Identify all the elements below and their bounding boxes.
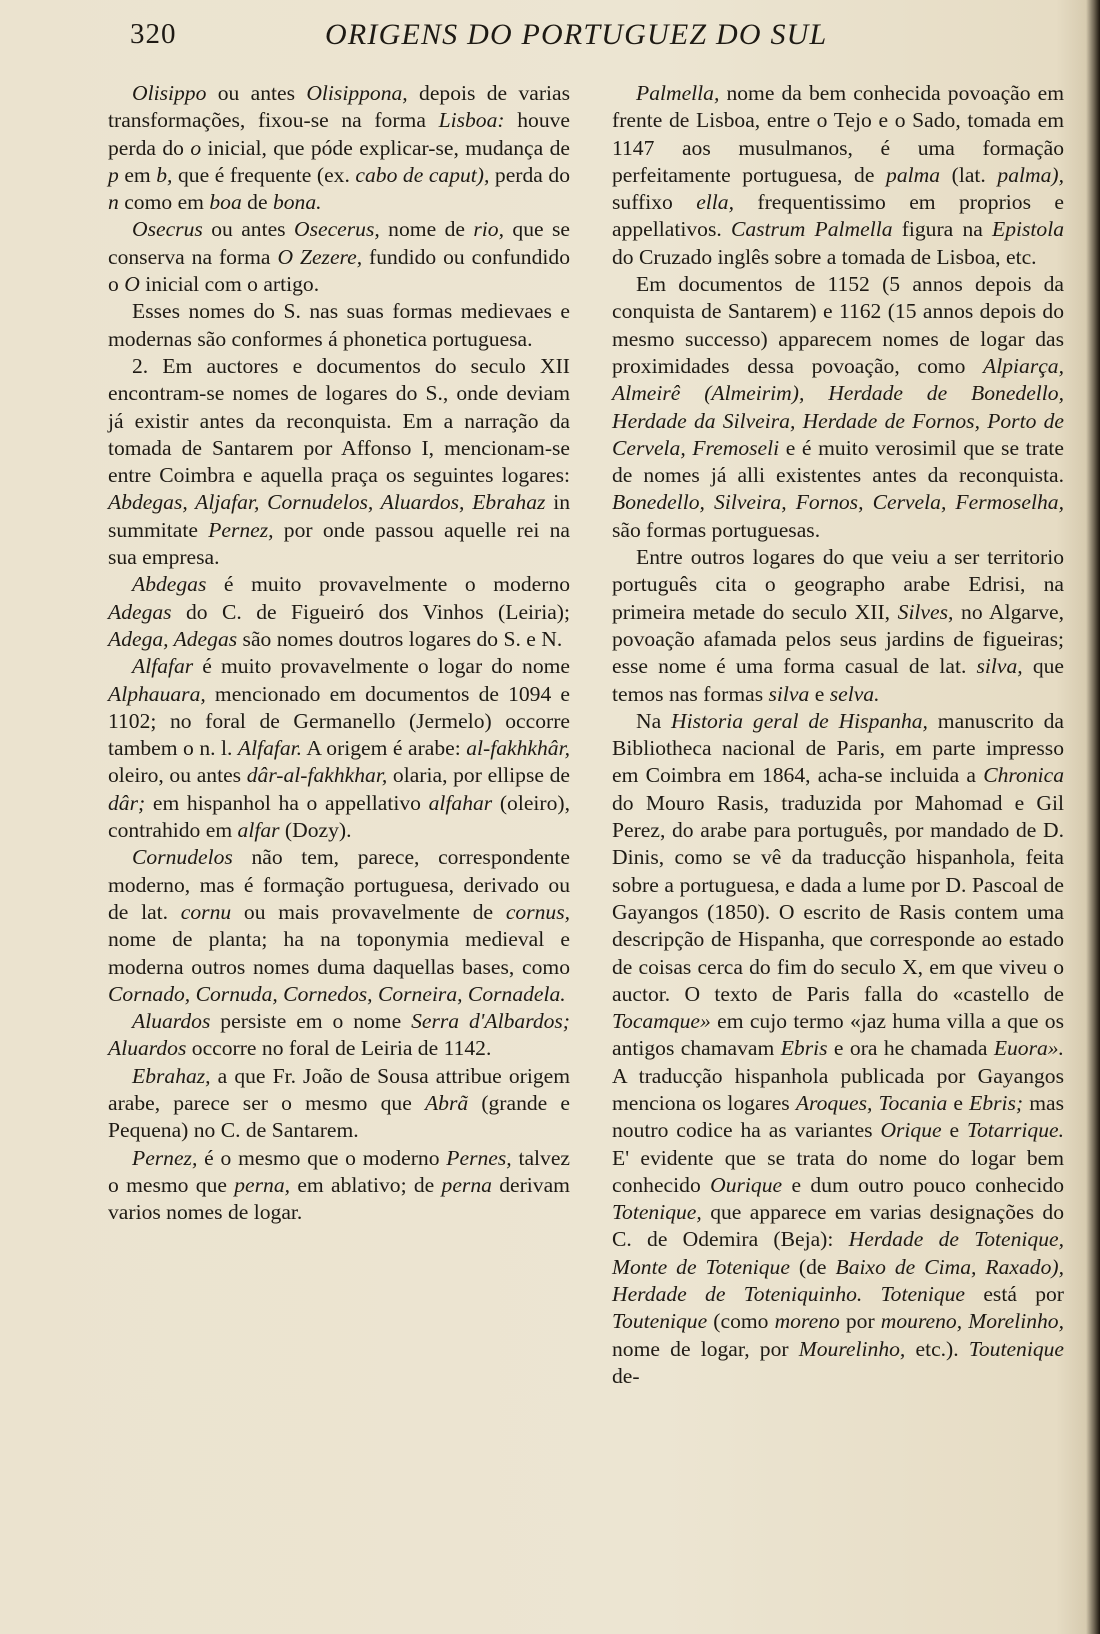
paragraph [108, 653, 570, 844]
italic-text: Osecerus, [294, 217, 380, 242]
text-run: do C. de Figueiró dos Vinhos (Leiria); [171, 599, 570, 624]
text-run: talvez o mesmo que [108, 1145, 570, 1197]
text-run: ou antes [206, 81, 307, 105]
text-run: (grande e Pequena) no C. de Santarem. [108, 1090, 571, 1143]
italic-text: Aroques, Tocania [795, 1090, 948, 1115]
paragraph [108, 844, 570, 1008]
text-run: são nomes doutros logares do S. e N. [237, 626, 563, 651]
italic-text: o [190, 135, 202, 160]
text-run: que temos nas formas [612, 654, 1064, 706]
italic-text: Ourique [710, 1172, 783, 1197]
italic-text: Lisboa: [438, 108, 505, 133]
text-run: inicial com o artigo. [139, 272, 320, 297]
text-run: é muito provavelmente o moderno [206, 572, 570, 597]
text-run: que se conserva na forma [108, 217, 570, 269]
paragraph [108, 1145, 570, 1227]
paragraph [108, 1008, 570, 1063]
italic-text: Ebrahaz, [132, 1063, 211, 1088]
text-run: perda do [489, 162, 571, 187]
text-run: nome da bem conhecida povoação em frente de Lisboa, entre o Tejo e o Sado, tomada em 1147 aos musulmanos, é uma formação perfeitamente portuguesa, de [612, 81, 1064, 187]
text-run: ou antes [202, 217, 294, 242]
text-run: etc.). [905, 1336, 969, 1361]
italic-text: ella, [696, 190, 734, 215]
italic-text: Palmella, [636, 81, 720, 105]
italic-text: Alphauara, [108, 681, 206, 706]
text-run: derivam varios nomes de logar. [108, 1172, 570, 1225]
text-run: por onde passou aquelle rei na sua empresa. [108, 517, 571, 570]
italic-text: p [108, 162, 119, 187]
text-run: do Mouro Rasis, traduzida por Mahomad e Gil Perez, do arabe para português, por mandado de D. Dinis, como se vê da traducção hispanhola, feita sobre a portuguesa, e dada a lume por D. Pascoal de Gayangos (1850). O escrito de Rasis contem uma descripção de Hispanha, que corresponde ao estado de coisas cerca do fim do seculo X, em que viveu o auctor. O texto de Paris falla do «castello de [612, 790, 1064, 1006]
text-run: de [241, 190, 273, 215]
text-run: frequentissimo em proprios e appellativos. [612, 190, 1064, 242]
paragraph [108, 571, 570, 653]
paragraph [108, 298, 570, 353]
italic-text: Cornado, Cornuda, Cornedos, Corneira, Cornadela. [108, 981, 566, 1006]
italic-text: palma [886, 162, 941, 187]
text-run: (de [789, 1254, 836, 1279]
italic-text: Toutenique [968, 1336, 1065, 1361]
italic-text: perna, [234, 1172, 291, 1197]
text-run: (oleiro), contrahido em [108, 790, 571, 843]
italic-text: O [124, 272, 140, 297]
text-run: oleiro, ou antes [108, 763, 247, 788]
italic-text: Abdegas, Aljafar, Cornudelos, Aluardos, Ebrahaz [108, 490, 546, 515]
text-run: é muito provavelmente o logar do nome [193, 654, 570, 679]
paragraph [612, 544, 1064, 708]
italic-text: moureno, Morelinho, [880, 1309, 1064, 1334]
text-run: figura na [892, 217, 993, 242]
text-run: que é frequente (ex. [172, 162, 356, 187]
text-run: no Algarve, povoação afamada pelos seus jardins de figueiras; esse nome é uma forma casual de lat. [612, 599, 1064, 679]
text-run: suffixo [612, 190, 697, 215]
text-run: a que Fr. João de Sousa attribue origem arabe, parece ser o mesmo que [108, 1063, 570, 1115]
paragraph [108, 1063, 570, 1145]
italic-text: cabo de caput), [355, 162, 490, 187]
italic-text: Abrã [424, 1090, 469, 1115]
text-run: in summitate [108, 490, 570, 542]
italic-text: Ebris; [969, 1090, 1024, 1115]
text-run: mencionado em documentos de 1094 e 1102; no foral de Germanello (Jermelo) occorre tambem o n. l. [108, 681, 570, 761]
italic-text: cornus, [505, 899, 570, 924]
text-run: nome de planta; ha na toponymia medieval e moderna outros nomes duma daquellas bases, como [108, 927, 570, 979]
text-run: mas noutro codice ha as variantes [612, 1090, 1065, 1143]
italic-text: Castrum Palmella [730, 217, 893, 242]
italic-text: Totarrique. [966, 1118, 1064, 1143]
italic-text: Pernez, [132, 1145, 198, 1170]
italic-text: Herdade de Totenique, Monte de Totenique [612, 1227, 1064, 1279]
text-run: nome de logar, por [612, 1336, 799, 1361]
left-text-column [108, 80, 570, 1226]
italic-text: Pernez, [208, 517, 274, 542]
running-head: ORIGENS DO PORTUGUEZ DO SUL [325, 18, 828, 51]
text-run: A origem é arabe: [302, 736, 467, 761]
italic-text: Osecrus [132, 217, 203, 242]
text-run: e [941, 1118, 967, 1143]
italic-text: alfahar [428, 790, 493, 815]
text-run: em ablativo; de [290, 1172, 442, 1197]
text-run: (Dozy). [279, 818, 352, 843]
paragraph [108, 353, 570, 571]
text-run: em [118, 162, 157, 187]
text-run: A traducção hispanhola publicada por Gayangos menciona os logares [612, 1063, 1064, 1115]
italic-text: alfar [237, 818, 280, 843]
text-run: fundido ou confundido o [108, 244, 570, 297]
page-edge-shadow [1086, 0, 1100, 1634]
italic-text: al-fakhkhâr, [466, 736, 570, 761]
italic-text: O Zezere, [277, 244, 363, 269]
italic-text: Adega, Adegas [108, 626, 238, 651]
italic-text: Baixo de Cima, Raxado), Herdade de Toteniquinho. Totenique [612, 1254, 1064, 1307]
text-run: por [839, 1309, 881, 1334]
italic-text: Olisippona, [306, 81, 408, 105]
text-run: são formas portuguesas. [612, 517, 821, 542]
italic-text: Olisippo [132, 81, 207, 105]
text-run: persiste em o nome [210, 1009, 412, 1034]
text-run: (como [707, 1309, 775, 1334]
italic-text: Ebris [780, 1036, 828, 1061]
italic-text: Mourelinho, [798, 1336, 906, 1361]
text-run: Em documentos de 1152 (5 annos depois da conquista de Santarem) e 1162 (15 annos depois do mesmo successo) apparecem nomes de logar das proximidades dessa povoação, como [612, 272, 1064, 378]
italic-text: n [108, 190, 119, 215]
paragraph [108, 216, 570, 298]
text-run: de- [612, 1363, 640, 1388]
right-text-column [612, 80, 1064, 1390]
italic-text: Euora». [993, 1036, 1064, 1061]
italic-text: Orique [880, 1118, 942, 1143]
text-run: não tem, parece, correspondente moderno, mas é formação portuguesa, derivado ou de lat. [108, 845, 570, 924]
italic-text: Tocamque» [612, 1009, 711, 1034]
text-run: ou mais provavelmente de [231, 899, 506, 924]
italic-text: b, [156, 162, 173, 187]
text-run: Na [636, 708, 672, 733]
italic-text: perna [441, 1172, 492, 1197]
text-run: houve perda do [108, 108, 570, 160]
italic-text: Aluardos [132, 1009, 211, 1034]
text-run: e dum outro pouco conhecido [782, 1172, 1064, 1197]
italic-text: Pernes, [446, 1145, 512, 1170]
italic-text: Alpiarça, Almeirê (Almeirim), Herdade de Bonedello, Herdade da Silveira, Herdade de Fornos, Porto de Cervela, Fremoseli [612, 353, 1064, 460]
italic-text: Cornudelos [132, 845, 233, 870]
text-run: manuscrito da Bibliotheca nacional de Paris, em parte impresso em Coimbra em 1864, acha-se incluida a [612, 708, 1064, 788]
text-run: do Cruzado inglês sobre a tomada de Lisboa, etc. [612, 244, 1037, 269]
text-run: olaria, por ellipse de [387, 763, 570, 788]
text-run: e [947, 1090, 970, 1115]
text-run: e [809, 681, 830, 706]
text-run: inicial, que póde explicar-se, mudança de [201, 135, 570, 160]
text-run: e ora he chamada [827, 1036, 994, 1061]
italic-text: cornu [180, 899, 232, 924]
text-run: (lat. [940, 162, 998, 187]
text-run: E' evidente que se trata do nome do logar bem conhecido [612, 1145, 1064, 1197]
italic-text: rio, [473, 217, 504, 242]
paragraph [612, 271, 1064, 544]
italic-text: Adegas [108, 599, 172, 624]
italic-text: Abdegas [132, 572, 207, 597]
italic-text: selva. [829, 681, 880, 706]
italic-text: dâr-al-fakhkhar, [246, 763, 388, 788]
text-run: nome de [379, 217, 474, 242]
text-run: Entre outros logares do que veiu a ser territorio português cita o geographo arabe Edrisi, na primeira metade do seculo XII, [612, 545, 1064, 624]
italic-text: dâr; [108, 790, 146, 815]
italic-text: Bonedello, Silveira, Fornos, Cervela, Fermoselha, [612, 490, 1064, 515]
text-run: que apparece em varias designações do C. de Odemira (Beja): [612, 1200, 1064, 1252]
text-run: em hispanhol ha o appellativo [145, 790, 429, 815]
text-run: depois de varias transformações, fixou-se na forma [108, 81, 570, 133]
paragraph [612, 80, 1064, 271]
text-run: Esses nomes do S. nas suas formas medievaes e modernas são conformes á phonetica portuguesa. [108, 299, 570, 351]
italic-text: Chronica [983, 763, 1064, 788]
text-run: 2. Em auctores e documentos do seculo XII encontram-se nomes de logares do S., onde deviam já existir antes da reconquista. Em a narração da tomada de Santarem por Affonso I, mencionam-se entre Coimbra e aquella praça os seguintes logares: [108, 353, 570, 488]
italic-text: silva, [976, 654, 1023, 679]
italic-text: Alfafar [132, 654, 194, 679]
text-run: é o mesmo que o moderno [197, 1145, 447, 1170]
page-number: 320 [130, 18, 177, 50]
paragraph [612, 708, 1064, 1390]
italic-text: Serra d'Albardos; Aluardos [108, 1009, 571, 1061]
italic-text: Historia geral de Hispanha, [671, 708, 928, 733]
page-header [130, 16, 1080, 66]
italic-text: bona. [272, 190, 322, 215]
italic-text: Epistola [992, 217, 1065, 242]
italic-text: silva [768, 681, 810, 706]
italic-text: Toutenique [612, 1309, 708, 1334]
paragraph [108, 80, 570, 216]
italic-text: moreno [774, 1309, 840, 1334]
italic-text: Totenique, [612, 1200, 702, 1225]
text-run: em cujo termo «jaz huma villa a que os antigos chamavam [612, 1009, 1064, 1061]
italic-text: boa [209, 190, 242, 215]
italic-text: Alfafar. [237, 736, 303, 761]
text-run: e é muito verosimil que se trate de nomes já alli existentes antes da reconquista. [612, 435, 1064, 488]
italic-text: Silves, [897, 599, 954, 624]
italic-text: palma), [997, 162, 1064, 187]
text-run: está por [965, 1282, 1064, 1307]
text-run: occorre no foral de Leiria de 1142. [186, 1036, 492, 1061]
text-run: como em [118, 190, 210, 215]
